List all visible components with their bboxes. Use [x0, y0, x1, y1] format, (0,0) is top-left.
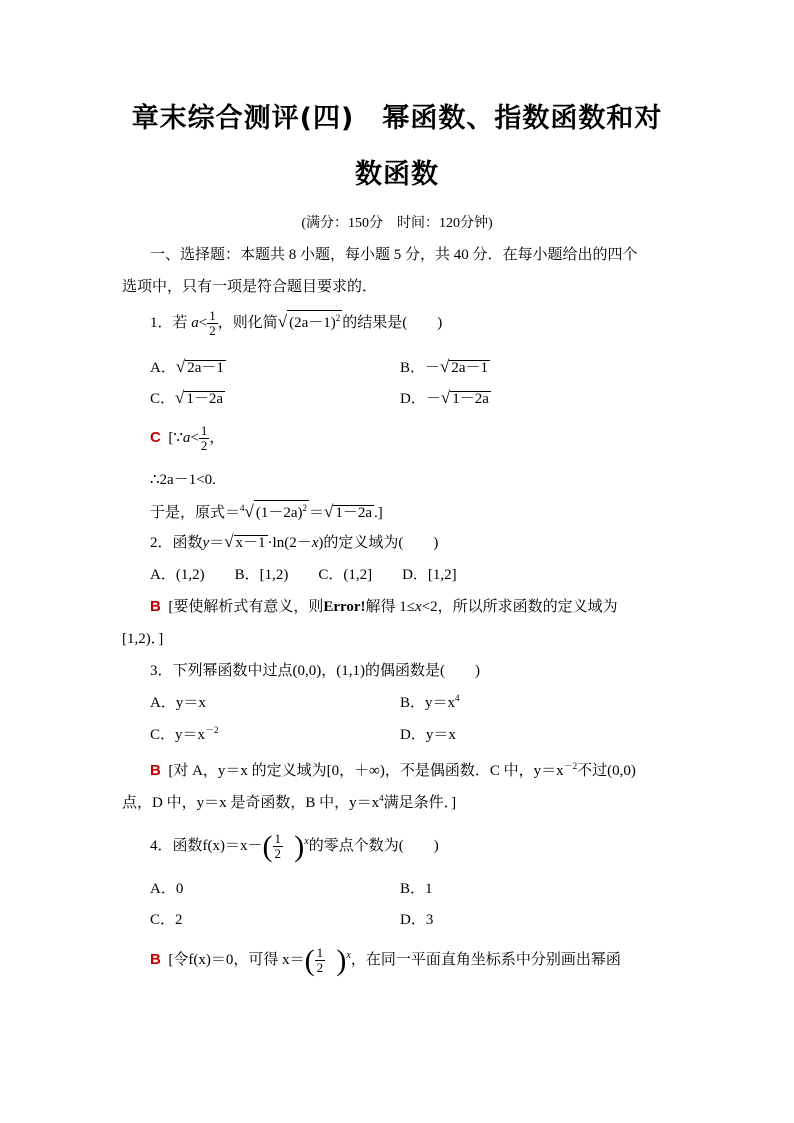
- section1-line2: 选项中，只有一项是符合题目要求的．: [122, 279, 378, 295]
- q1-sol-fraction: $\frac{1}{2}$: [200, 423, 208, 453]
- q4-sol-fraction: $\frac{1}{2}$: [316, 945, 324, 975]
- q1-option-a: A．√ 2a－1: [150, 357, 224, 376]
- q2-options: A．(1,2) B．[1,2) C．(1,2] D．[1,2]: [150, 567, 457, 583]
- sqrt-icon: √: [440, 388, 451, 407]
- sqrt-icon: √: [244, 502, 254, 521]
- q1-radicand: $(2a-1)^2$: [287, 310, 342, 331]
- q4-option-a: A．0: [150, 881, 184, 897]
- q1-suffix: 的结果是( ): [342, 314, 443, 331]
- q3-solution-line2: 点，D 中，y＝x 是奇函数，B 中，$y=x^4$满足条件．]: [122, 793, 457, 811]
- sqrt-icon: √: [324, 502, 334, 521]
- q4-fraction: $\frac{1}{2}$: [274, 831, 282, 861]
- q4-option-c: C．2: [150, 912, 183, 928]
- section1-line1: 一、选择题：本题共 8 小题，每小题 5 分，共 40 分．在每小题给出的四个: [150, 247, 638, 263]
- sqrt-icon: √: [440, 357, 450, 376]
- q4-answer: B: [150, 950, 161, 968]
- q3-option-a: A．y＝x: [150, 695, 206, 711]
- page-title-line2: 数函数: [355, 159, 439, 190]
- q1-option-b: B．－√ 2a－1: [400, 357, 489, 376]
- left-paren-icon: (: [304, 943, 315, 977]
- right-paren-icon: ): [336, 943, 347, 977]
- left-paren-icon: (: [262, 829, 273, 863]
- q3-option-d: D．y＝x: [400, 727, 456, 743]
- right-paren-icon: ): [294, 829, 305, 863]
- page-title-line1: 章末综合测评(四) 幂函数、指数函数和对: [131, 103, 663, 134]
- q2-solution-line2: [1,2)．]: [122, 631, 164, 647]
- q4-option-d: D．3: [400, 912, 434, 928]
- q1-solution-line3: 于是，原式＝$^4$√ $(1-2a)^2$ ＝√ 1－2a .]: [150, 502, 383, 521]
- q4-option-b: B．1: [400, 881, 433, 897]
- sqrt-icon: √: [175, 388, 185, 407]
- q1-stem: [150, 309, 442, 338]
- q4-stem: 4．函数f(x)＝x－( $\frac{1}{2}$ )$^x$的零点个数为( ): [150, 829, 439, 863]
- q3-option-b: B．$y=x^4$: [400, 693, 460, 711]
- q1-solution-line1: C [∵a< $\frac{1}{2}$ ，: [150, 423, 225, 453]
- q1-mid: ，则化简: [217, 314, 278, 331]
- q3-solution-line1: B [对 A，y＝x 的定义域为[0，＋∞)，不是偶函数．C 中，$y=x^{-2}$不过(0,0): [150, 761, 636, 779]
- q2-solution-line1: B [要使解析式有意义，则Error!解得 1≤x<2，所以所求函数的定义域为: [150, 598, 618, 615]
- q1-fraction: [207, 309, 218, 338]
- q3-stem: 3．下列幂函数中过点(0,0)，(1,1)的偶函数是( ): [150, 663, 480, 679]
- subtitle: (满分：150分 时间：120分钟): [301, 216, 493, 231]
- q1-var-a: a: [191, 314, 199, 331]
- q4-solution-line1: B [令f(x)＝0，可得 x＝( $\frac{1}{2}$ )$^x$，在同一平面直角坐标系中分别画出幂函: [150, 943, 621, 977]
- q2-stem: 2．函数y＝√ x－1 ·ln(2－x)的定义域为( ): [150, 532, 439, 551]
- q1-option-c: C．√ 1－2a: [150, 388, 224, 407]
- q1-solution-line2: ∴2a－1<0.: [150, 472, 216, 488]
- q3-option-c: C．$y=x^{-2}$: [150, 725, 219, 743]
- q1-option-d: D．－√ 1－2a: [400, 388, 489, 407]
- sqrt-icon: √: [224, 532, 234, 551]
- sqrt-icon: √: [277, 311, 288, 331]
- q3-answer: B: [150, 762, 161, 779]
- q2-answer: B: [150, 598, 161, 615]
- q1-answer: C: [150, 428, 161, 446]
- q1-den: 2: [209, 323, 216, 338]
- q1-lt: <: [198, 314, 208, 331]
- q1-num: 1: [209, 308, 216, 323]
- sqrt-icon: √: [175, 357, 186, 376]
- q1-prefix: 1．若: [150, 314, 188, 331]
